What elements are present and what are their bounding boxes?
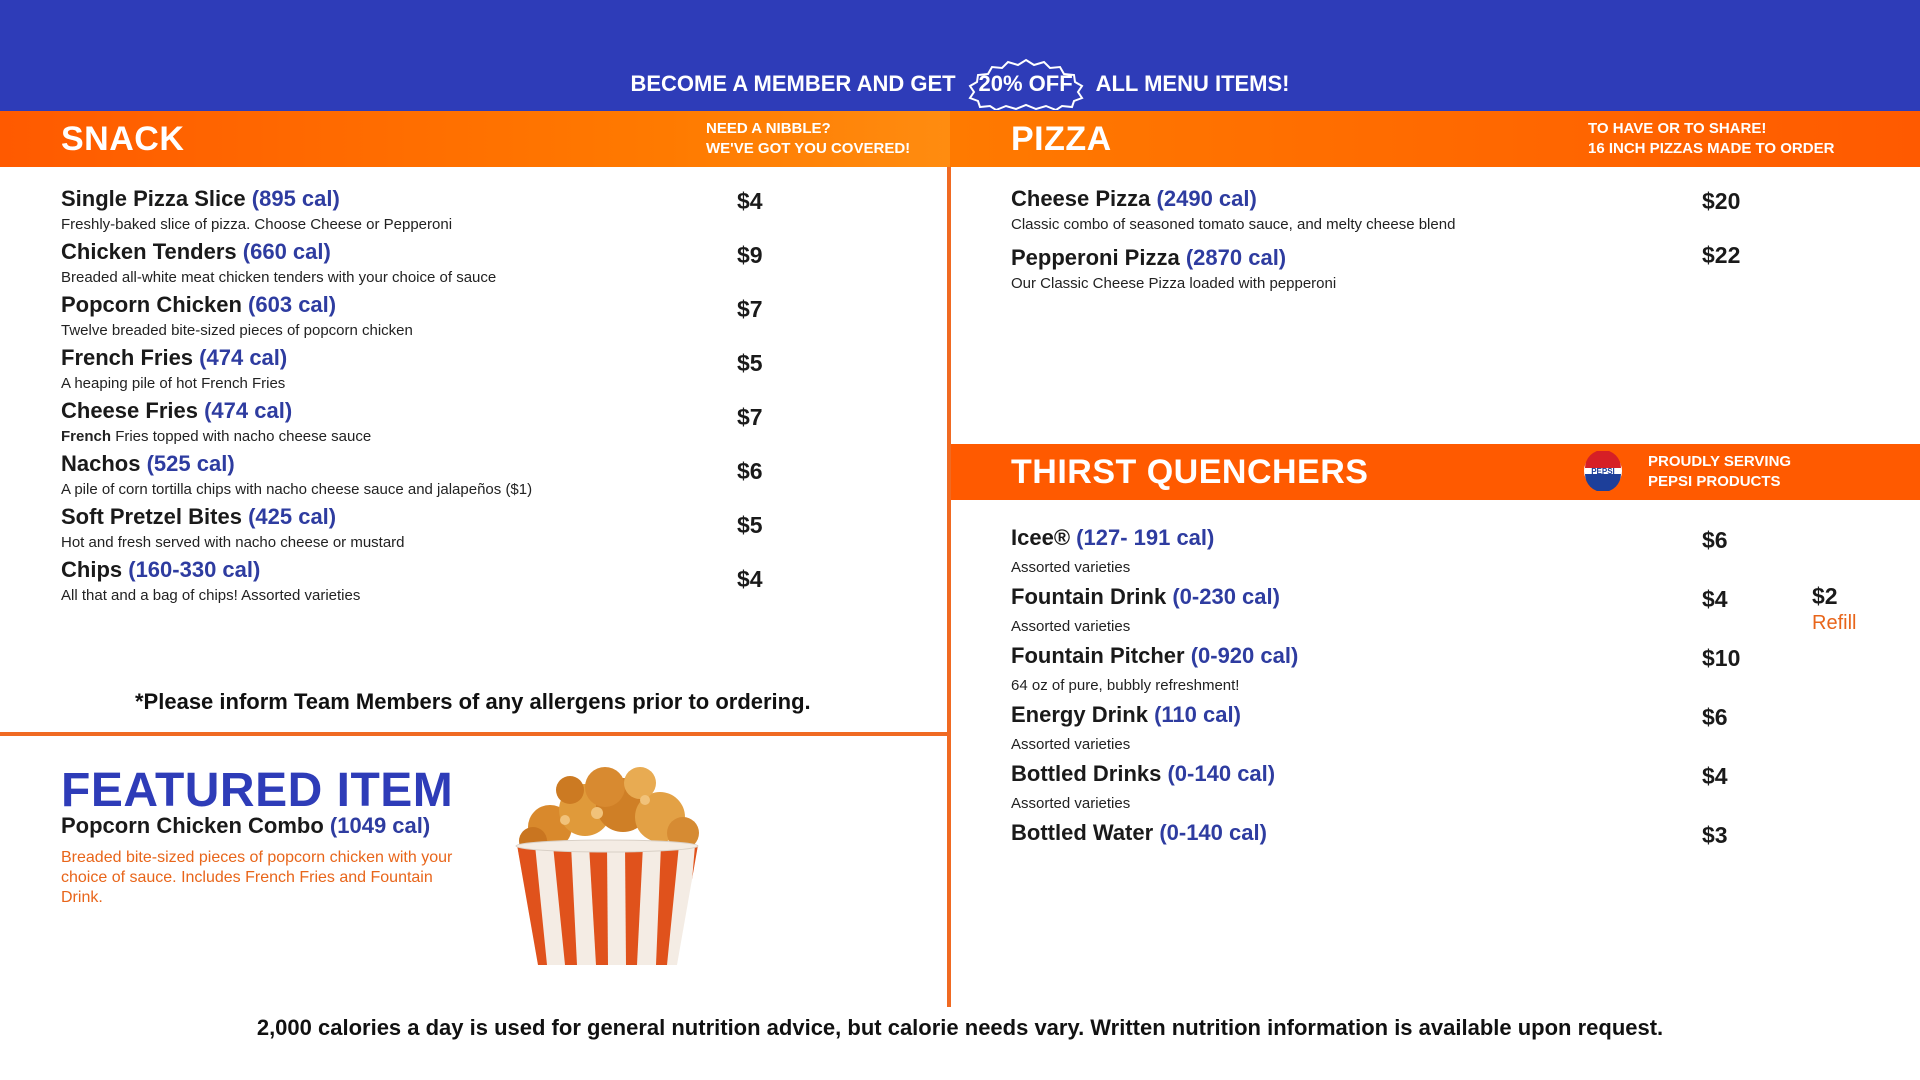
drink-item: Bottled Drinks (0-140 cal) Assorted varieties bbox=[1011, 761, 1276, 812]
drink-item: Fountain Drink (0-230 cal) Assorted varieties bbox=[1011, 584, 1280, 635]
snack-price: $4 bbox=[737, 188, 763, 214]
nutrition-footer: 2,000 calories a day is used for general nutrition advice, but calorie needs vary. Written nutrition information is available upon request. bbox=[256, 1015, 1664, 1040]
pizza-price: $20 bbox=[1702, 188, 1741, 214]
snack-price: $4 bbox=[737, 566, 763, 592]
pepsi-logo-icon bbox=[1583, 451, 1623, 491]
snack-price: $9 bbox=[737, 242, 763, 268]
featured-item-name: Popcorn Chicken Combo (1049 cal) bbox=[61, 813, 431, 838]
pizza-item: Cheese Pizza (2490 cal) Classic combo of seasoned tomato sauce, and melty cheese blend bbox=[1011, 186, 1456, 233]
snack-item: Nachos (525 cal) A pile of corn tortilla chips with nacho cheese sauce and jalapeños ($1) bbox=[61, 451, 533, 498]
promo-text-after: ALL MENU ITEMS! bbox=[1095, 71, 1290, 96]
snack-price: $7 bbox=[737, 296, 763, 322]
vertical-divider bbox=[947, 167, 951, 1007]
snack-item: Chicken Tenders (660 cal) Breaded all-white meat chicken tenders with your choice of sauce bbox=[61, 239, 497, 286]
thirst-header bbox=[950, 444, 1920, 500]
refill-price: $2 bbox=[1812, 583, 1838, 609]
badge-text: 20% OFF bbox=[978, 71, 1073, 96]
snack-title: SNACK bbox=[61, 119, 185, 158]
snack-item: French Fries (474 cal) A heaping pile of hot French Fries bbox=[61, 345, 288, 392]
drink-item: Fountain Pitcher (0-920 cal) 64 oz of pure, bubbly refreshment! bbox=[1011, 643, 1299, 694]
discount-badge bbox=[966, 58, 1086, 110]
member-promo bbox=[0, 58, 1920, 110]
featured-title: FEATURED ITEM bbox=[61, 764, 454, 817]
pizza-title: PIZZA bbox=[1011, 119, 1112, 158]
snack-price: $5 bbox=[737, 350, 763, 376]
pizza-tagline: TO HAVE OR TO SHARE! 16 INCH PIZZAS MADE TO ORDER bbox=[1588, 120, 1835, 157]
pizza-item: Pepperoni Pizza (2870 cal) Our Classic Cheese Pizza loaded with pepperoni bbox=[1011, 245, 1337, 292]
snack-price: $5 bbox=[737, 512, 763, 538]
allergen-note: *Please inform Team Members of any allergens prior to ordering. bbox=[135, 689, 811, 714]
snack-item: Single Pizza Slice (895 cal) Freshly-baked slice of pizza. Choose Cheese or Pepperoni bbox=[61, 186, 453, 233]
refill-info bbox=[1812, 583, 1856, 635]
drink-item: Icee® (127- 191 cal) Assorted varieties bbox=[1011, 525, 1215, 576]
snack-price: $6 bbox=[737, 458, 763, 484]
featured-description: Breaded bite-sized pieces of popcorn chicken with your choice of sauce. Includes French Fries and Fountain Drink. bbox=[61, 849, 453, 906]
drink-price: $6 bbox=[1702, 527, 1728, 553]
thirst-tagline: PROUDLY SERVING PEPSI PRODUCTS bbox=[1648, 453, 1792, 490]
refill-label: Refill bbox=[1812, 612, 1857, 634]
thirst-title: THIRST QUENCHERS bbox=[1011, 452, 1369, 491]
svg-text:PEPSI: PEPSI bbox=[1591, 467, 1615, 476]
drink-item: Bottled Water (0-140 cal) bbox=[1011, 820, 1267, 845]
pizza-header bbox=[950, 111, 1920, 167]
promo-text-before: BECOME A MEMBER AND GET bbox=[630, 71, 956, 96]
snack-price: $7 bbox=[737, 404, 763, 430]
snack-item: Soft Pretzel Bites (425 cal) Hot and fresh served with nacho cheese or mustard bbox=[61, 504, 405, 551]
drink-item: Energy Drink (110 cal) Assorted varieties bbox=[1011, 702, 1241, 753]
pizza-price: $22 bbox=[1702, 242, 1741, 268]
horizontal-divider bbox=[0, 732, 949, 736]
snack-tagline: NEED A NIBBLE? WE'VE GOT YOU COVERED! bbox=[706, 120, 911, 157]
snack-item: Popcorn Chicken (603 cal) Twelve breaded bite-sized pieces of popcorn chicken bbox=[61, 292, 413, 339]
drink-price: $3 bbox=[1702, 822, 1728, 848]
popcorn-chicken-bucket-icon bbox=[505, 765, 710, 970]
snack-item: Cheese Fries (474 cal) French Fries topped with nacho cheese sauce bbox=[61, 398, 372, 445]
drink-price: $6 bbox=[1702, 704, 1728, 730]
snack-header bbox=[0, 111, 950, 167]
drink-price: $4 bbox=[1702, 763, 1728, 789]
drink-price: $10 bbox=[1702, 645, 1741, 671]
drink-price: $4 bbox=[1702, 586, 1728, 612]
snack-item: Chips (160-330 cal) All that and a bag of chips! Assorted varieties bbox=[61, 557, 361, 604]
